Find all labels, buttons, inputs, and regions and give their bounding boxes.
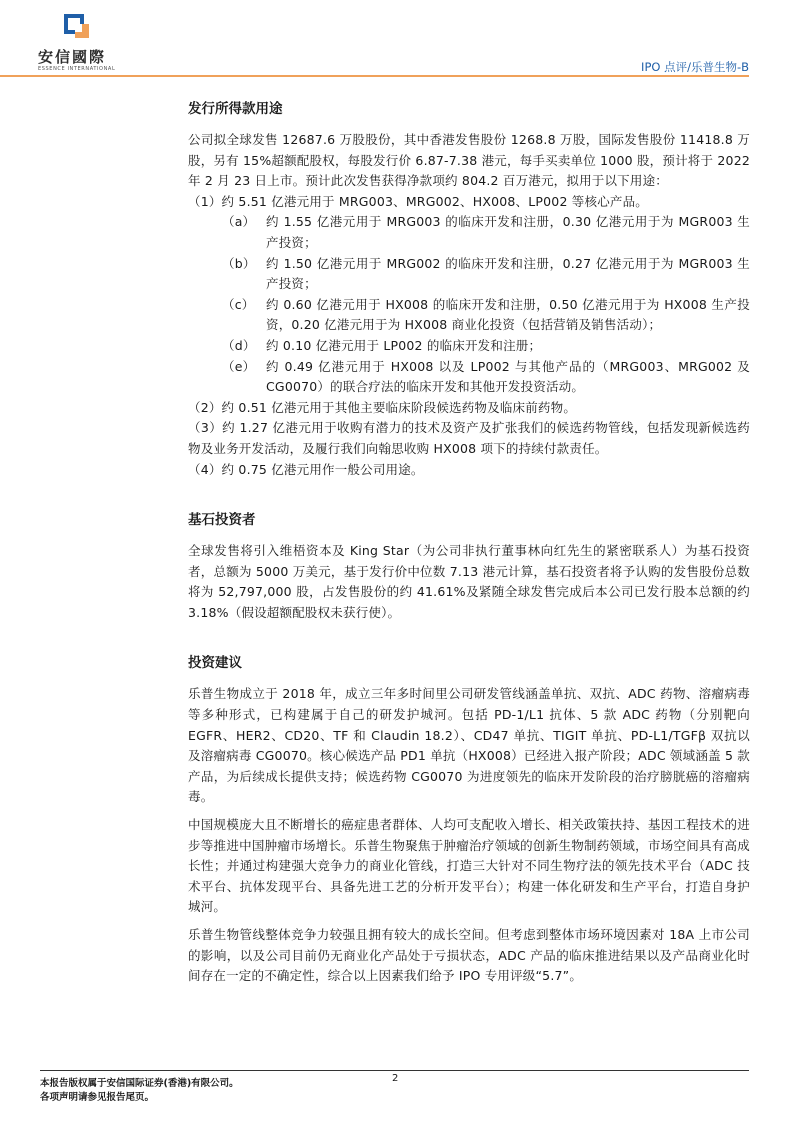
header-divider bbox=[0, 75, 749, 77]
report-type-label: IPO 点评/乐普生物-B bbox=[641, 60, 749, 74]
section-title-proceeds: 发行所得款用途 bbox=[188, 101, 283, 117]
proceeds-intro: 公司拟全球发售 12687.6 万股股份，其中香港发售股份 1268.8 万股，国际发售股份 11418.8 万股，另有 15%超额配股权，每股发行价 6.87-7.38 港元，每手买卖单位 1000 股，预计将于 2022 年 2 月 23 日上市。预计此次发售获得净款项约 804.2 百万港元，拟用于以下用途： bbox=[188, 132, 750, 189]
logo-mark-icon bbox=[63, 14, 91, 40]
proceeds-subitem-b bbox=[222, 254, 750, 295]
footer-copyright: 本报告版权属于安信国际证券(香港)有限公司。 bbox=[40, 1078, 239, 1089]
page-number: 2 bbox=[392, 1073, 399, 1084]
subitem-label: （c） bbox=[222, 296, 255, 312]
proceeds-subitem-c bbox=[222, 295, 750, 336]
subitem-text: 约 0.49 亿港元用于 HX008 以及 LP002 与其他产品的（MRG003、MRG002 及 CG0070）的联合疗法的临床开发和其他开发投资活动。 bbox=[266, 358, 750, 395]
advice-paragraph-2: 中国规模庞大且不断增长的癌症患者群体、人均可支配收入增长、相关政策扶持、基因工程技术的进步等推进中国肿瘤市场增长。乐普生物聚焦于肿瘤治疗领域的创新生物制药领域，市场空间具有高成长性；并通过构建强大竞争力的商业化管线，打造三大针对不同生物疗法的领先技术平台（ADC 技术平台、抗体发现平台、具备先进工艺的分析开发平台）；构建一体化研发和生产平台，打造自身护城河。 bbox=[188, 817, 750, 915]
subitem-label: （e） bbox=[222, 358, 256, 374]
proceeds-subitem-d bbox=[222, 336, 750, 357]
proceeds-subitem-a bbox=[222, 212, 750, 253]
proceeds-subitem-e bbox=[222, 357, 750, 398]
footer-notice: 各项声明请参见报告尾页。 bbox=[40, 1092, 155, 1103]
subitem-text: 约 0.10 亿港元用于 LP002 的临床开发和注册； bbox=[266, 337, 542, 353]
logo-chinese-name: 安信國際 bbox=[38, 48, 107, 66]
proceeds-item-1: （1）约 5.51 亿港元用于 MRG003、MRG002、HX008、LP002 等核心产品。 bbox=[188, 193, 648, 209]
advice-paragraph-3: 乐普生物管线整体竞争力较强且拥有较大的成长空间。但考虑到整体市场环境因素对 18A 上市公司的影响，以及公司目前仍无商业化产品处于亏损状态，ADC 产品的临床推进结果以及产品商业化时间存在一定的不确定性，综合以上因素我们给予 IPO 专用评级“5.7”。 bbox=[188, 927, 750, 984]
proceeds-item-2: （2）约 0.51 亿港元用于其他主要临床阶段候选药物及临床前药物。 bbox=[188, 399, 577, 415]
subitem-text: 约 0.60 亿港元用于 HX008 的临床开发和注册，0.50 亿港元用于为 HX008 生产投资，0.20 亿港元用于为 HX008 商业化投资（包括营销及销售活动）； bbox=[266, 296, 750, 333]
proceeds-item-3: （3）约 1.27 亿港元用于收购有潜力的技术及资产及扩张我们的候选药物管线，包括发现新候选药物及业务开发活动，及履行我们向翰思收购 HX008 项下的持续付款责任。 bbox=[188, 420, 750, 456]
proceeds-item-4: （4）约 0.75 亿港元用作一般公司用途。 bbox=[188, 461, 424, 477]
logo-english-name: ESSENCE INTERNATIONAL bbox=[38, 66, 116, 72]
subitem-label: （a） bbox=[222, 214, 256, 230]
section-title-cornerstone: 基石投资者 bbox=[188, 512, 256, 529]
report-body bbox=[188, 100, 750, 987]
footer-divider bbox=[40, 1070, 749, 1071]
footer-disclaimer bbox=[40, 1077, 239, 1105]
cornerstone-text: 全球发售将引入维梧资本及 King Star（为公司非执行董事林向红先生的紧密联系人）为基石投资者，总额为 5000 万美元，基于发行价中位数 7.13 港元计算，基石投资者将予认购的发售股份总数将为 52,797,000 股，占发售股份的约 41.61%及紧随全球发售完成后本公司已发行股本总额的约 3.18%（假设超额配股权未获行使）。 bbox=[188, 543, 750, 620]
subitem-text: 约 1.50 亿港元用于 MRG002 的临床开发和注册，0.27 亿港元用于为 MGR003 生产投资； bbox=[266, 255, 750, 292]
subitem-text: 约 1.55 亿港元用于 MRG003 的临床开发和注册，0.30 亿港元用于为 MGR003 生产投资； bbox=[266, 214, 750, 250]
subitem-label: （b） bbox=[222, 255, 256, 271]
advice-paragraph-1: 乐普生物成立于 2018 年，成立三年多时间里公司研发管线涵盖单抗、双抗、ADC 药物、溶瘤病毒等多种形式，已构建属于自己的研发护城河。包括 PD-1/L1 抗体、5 款 ADC 药物（分别靶向 EGFR、HER2、CD20、TF 和 Claudin 18.2）、CD47 单抗、TIGIT 单抗、PD-L1/TGFβ 双抗以及溶瘤病毒 CG0070。核心候选产品 PD1 单抗（HX008）已经进入报产阶段；ADC 领域涵盖 5 款产品，为后续成长提供支持；候选药物 CG0070 为进度领先的临床开发阶段的治疗膀胱癌的溶瘤病毒。 bbox=[188, 686, 750, 805]
subitem-label: （d） bbox=[222, 337, 256, 353]
section-title-advice: 投资建议 bbox=[188, 655, 242, 672]
